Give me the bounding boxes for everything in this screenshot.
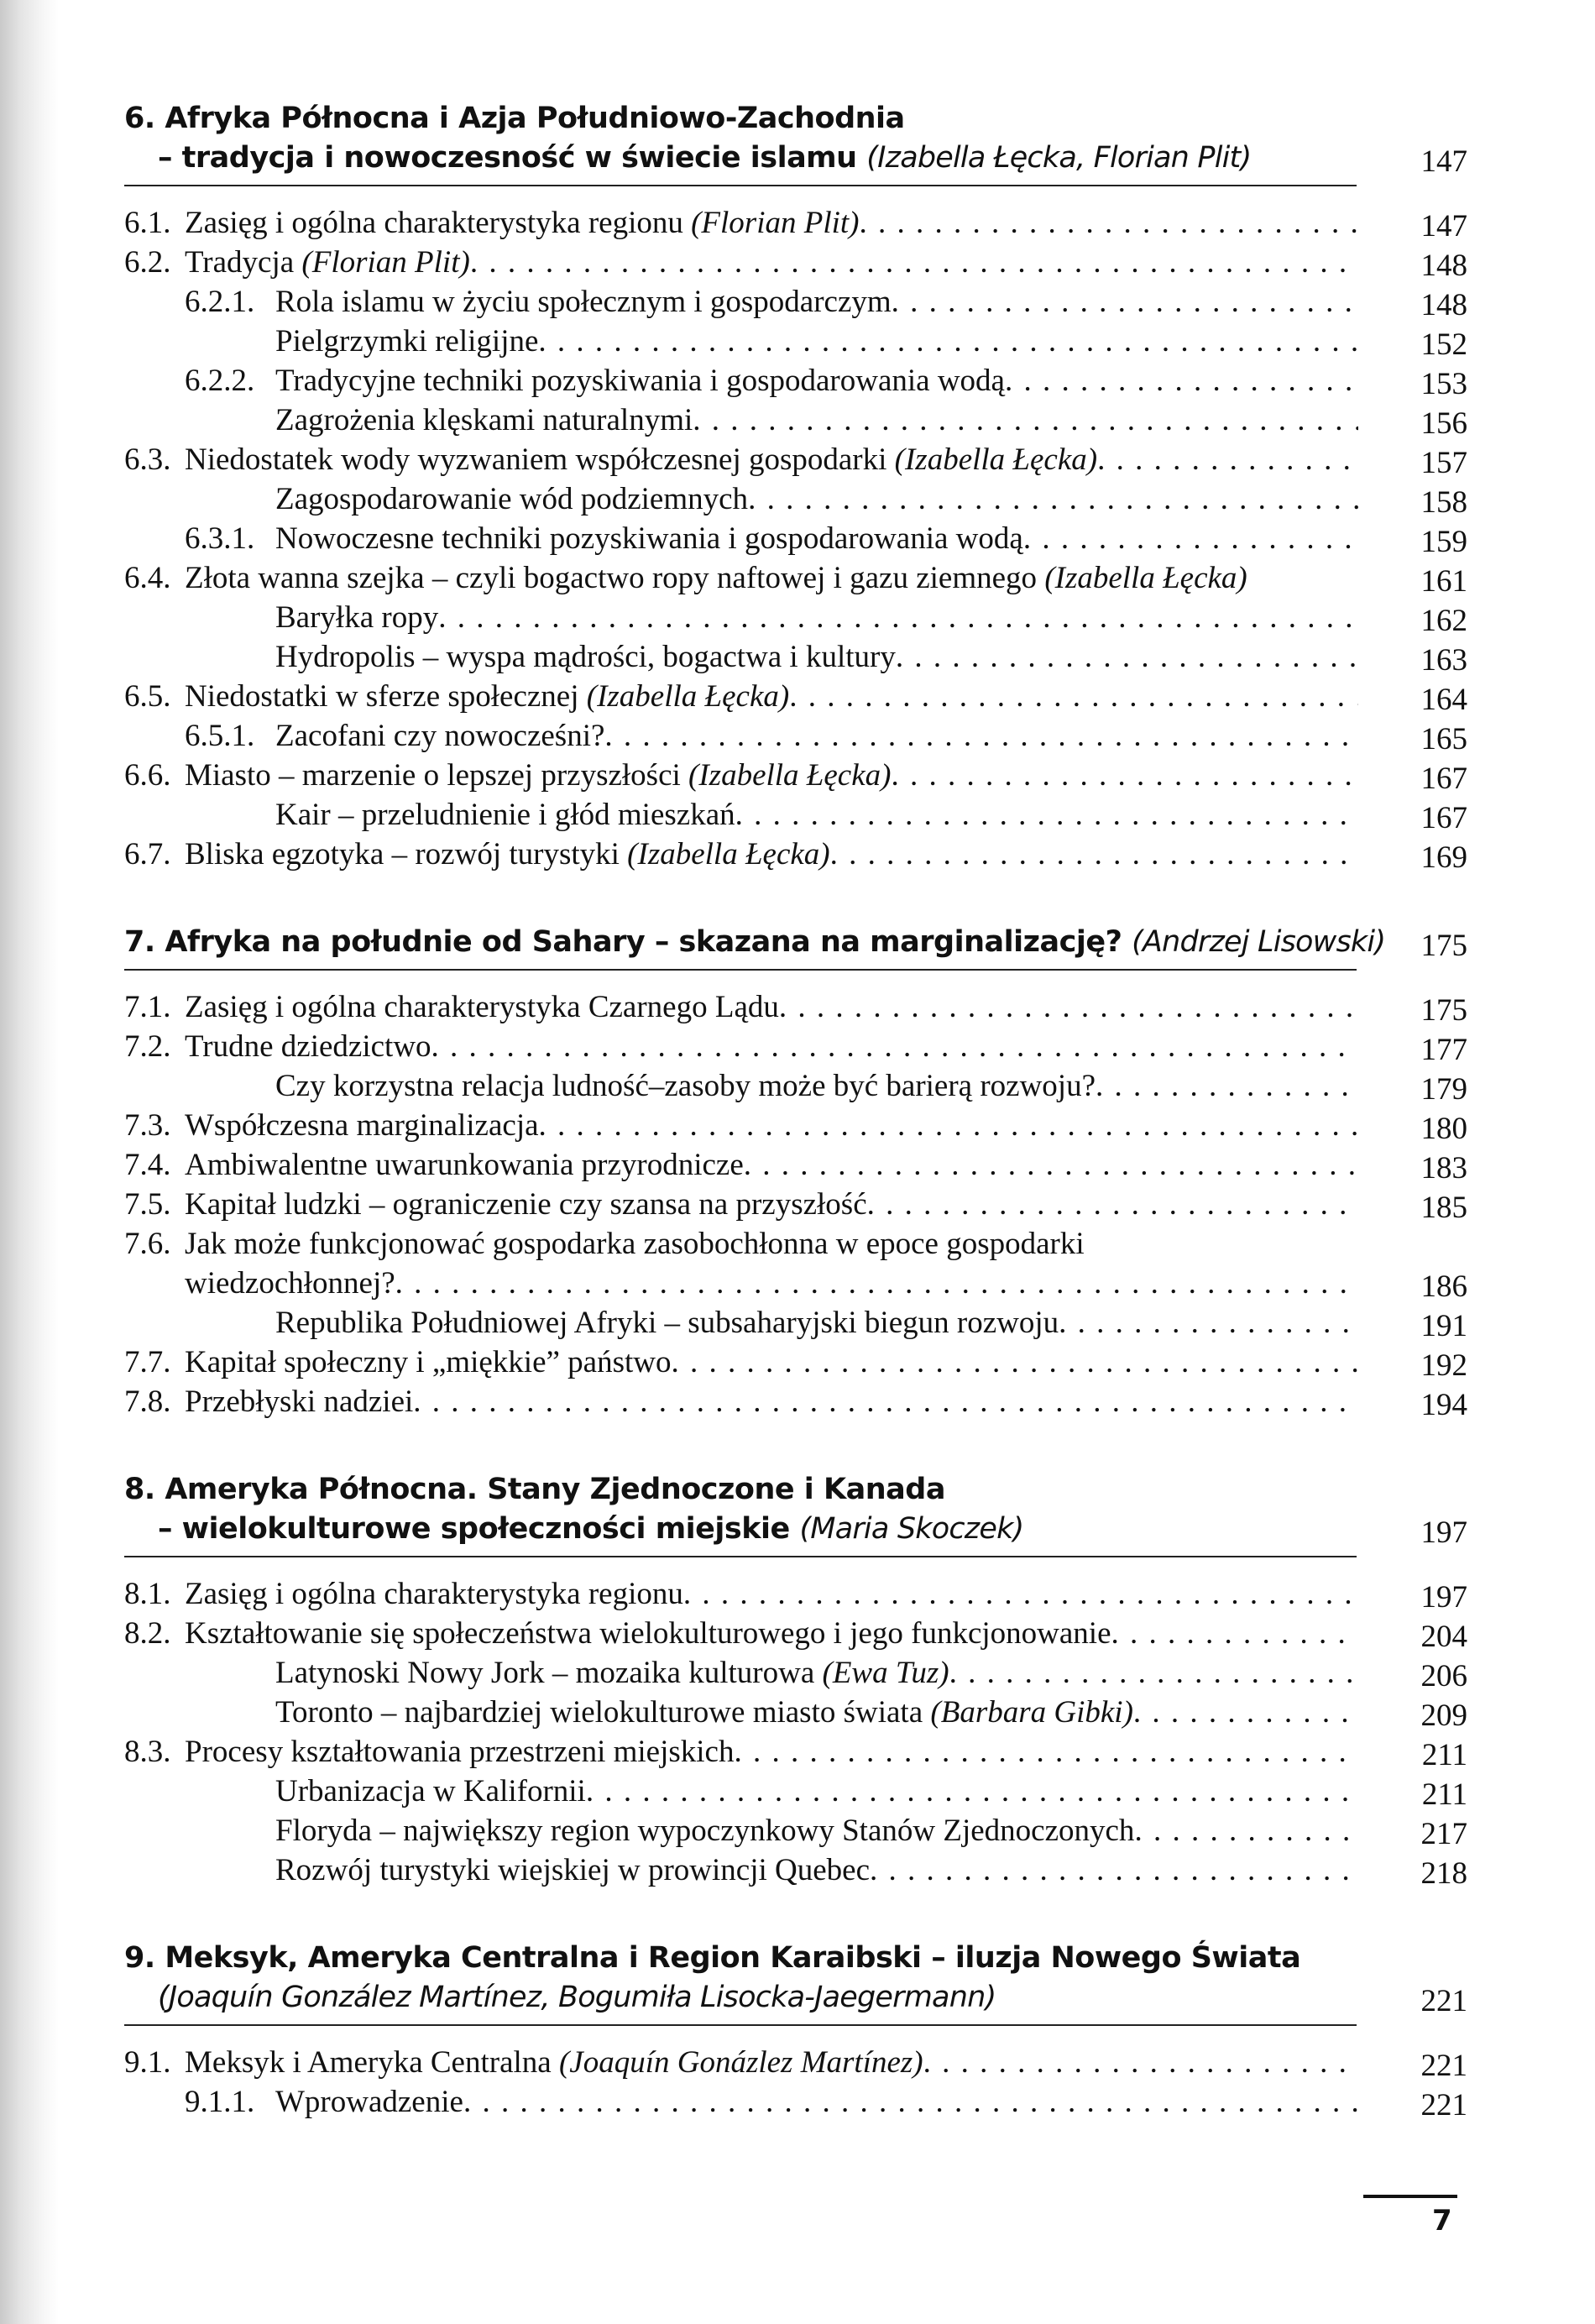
toc-section (124, 99, 1467, 874)
toc-entry (124, 243, 1467, 282)
entry-author: (Florian Plit) (691, 206, 860, 240)
section-authors: (Maria Skoczek) (799, 1512, 1024, 1546)
entry-title-continuation: wiedzochłonnej? (185, 1266, 395, 1301)
toc-entry (124, 835, 1467, 874)
entry-title: Ambiwalentne uwarunkowania przyrodnicze (185, 1148, 744, 1182)
toc-entry (124, 756, 1467, 795)
toc-entry (124, 1732, 1467, 1772)
toc-section (124, 1939, 1467, 2122)
toc-entry (124, 2082, 1467, 2122)
entry-number: 7.1. (124, 990, 171, 1024)
entry-title: Wprowadzenie (275, 2085, 463, 2119)
entry-page: 152 (1420, 327, 1467, 362)
toc-section (124, 1470, 1467, 1890)
entry-title: Miasto – marzenie o lepszej przyszłości (185, 758, 681, 793)
section-authors: (Joaquín González Martínez, Bogumiła Lisocka-Jaegermann) (158, 1981, 996, 2014)
entry-page: 221 (1420, 2088, 1467, 2122)
entry-number: 9.1. (124, 2045, 171, 2080)
section-authors: (Izabella Łęcka, Florian Plit) (866, 141, 1252, 175)
entry-number: 8.3. (124, 1735, 171, 1769)
entry-title: Bliska egzotyka – rozwój turystyki (185, 837, 620, 872)
section-heading (124, 99, 1467, 178)
entry-list (124, 987, 1467, 1421)
entry-number: 7.4. (124, 1148, 171, 1182)
entry-list (124, 2043, 1467, 2122)
entry-author: (Izabella Łęcka) (894, 442, 1098, 477)
entry-page: 153 (1420, 367, 1467, 401)
toc-entry (124, 479, 1467, 519)
entry-page: 192 (1420, 1348, 1467, 1383)
section-title-line: – tradycja i nowoczesność w świecie islamu (158, 141, 857, 175)
entry-title: Współczesna marginalizacja (185, 1108, 539, 1143)
section-page-number: 175 (1420, 929, 1467, 963)
entry-title: Kształtowanie się społeczeństwa wielokulturowego i jego funkcjonowanie (185, 1616, 1111, 1651)
entry-page: 156 (1420, 406, 1467, 441)
toc-entry (124, 795, 1467, 835)
toc-entry (124, 1653, 1467, 1693)
entry-author: (Izabella Łęcka) (627, 837, 830, 872)
toc-entry (124, 1343, 1467, 1382)
toc-entry (124, 637, 1467, 677)
section-title-line: 7. Afryka na południe od Sahary – skazana na marginalizację? (124, 925, 1122, 959)
entry-title: Zasięg i ogólna charakterystyka regionu (185, 206, 683, 240)
toc-entry-continuation (124, 1264, 1467, 1303)
section-page-number: 197 (1420, 1515, 1467, 1550)
entry-page: 167 (1420, 801, 1467, 835)
entry-number: 6.1. (124, 206, 171, 240)
entry-number: 7.8. (124, 1384, 171, 1419)
toc-entry (124, 1145, 1467, 1185)
entry-author: (Barbara Gibki) (930, 1695, 1133, 1730)
toc-entry (124, 1027, 1467, 1066)
entry-page: 209 (1420, 1699, 1467, 1733)
section-divider (124, 969, 1357, 971)
section-divider (124, 1556, 1357, 1557)
section-page-number: 221 (1420, 1984, 1467, 2018)
entry-title: Zagospodarowanie wód podziemnych (275, 482, 749, 516)
entry-page: 180 (1420, 1112, 1467, 1146)
entry-title: Meksyk i Ameryka Centralna (185, 2045, 552, 2080)
entry-title: Procesy kształtowania przestrzeni miejskich (185, 1735, 735, 1769)
entry-title: Hydropolis – wyspa mądrości, bogactwa i kultury (275, 640, 896, 674)
entry-page: 221 (1420, 2049, 1467, 2083)
footer-rule (1363, 2195, 1457, 2198)
entry-number: 7.6. (124, 1227, 171, 1261)
section-subtitle-row (124, 139, 1467, 178)
toc-entry (124, 322, 1467, 361)
entry-title: Zagrożenia klęskami naturalnymi (275, 403, 693, 437)
entry-author: (Florian Plit) (301, 245, 470, 280)
toc-entry (124, 558, 1467, 598)
entry-page: 169 (1420, 840, 1467, 875)
toc-entry (124, 1772, 1467, 1811)
entry-number: 9.1.1. (185, 2085, 255, 2119)
entry-number: 8.2. (124, 1616, 171, 1651)
entry-number: 6.7. (124, 837, 171, 872)
entry-author: (Ewa Tuz) (822, 1656, 949, 1690)
entry-page: 204 (1420, 1620, 1467, 1654)
entry-title: Zasięg i ogólna charakterystyka Czarnego Lądu (185, 990, 779, 1024)
toc-entry (124, 1811, 1467, 1850)
toc-entry (124, 1382, 1467, 1421)
entry-number: 7.7. (124, 1345, 171, 1379)
entry-title: Tradycja (185, 245, 295, 280)
entry-title: Baryłka ropy (275, 600, 439, 635)
entry-title: Nowoczesne techniki pozyskiwania i gospodarowania wodą (275, 521, 1023, 556)
entry-page: 162 (1420, 604, 1467, 638)
entry-number: 7.2. (124, 1029, 171, 1064)
entry-page: 211 (1421, 1738, 1467, 1772)
section-heading (124, 1470, 1467, 1549)
section-subtitle-row (124, 1978, 1467, 2018)
section-subtitle-row (124, 1510, 1467, 1549)
page-binding-shadow (0, 0, 59, 2324)
toc-entry (124, 519, 1467, 558)
entry-title: Niedostatki w sferze społecznej (185, 679, 579, 714)
toc-entry (124, 1066, 1467, 1106)
entry-list (124, 203, 1467, 874)
toc-entry (124, 1850, 1467, 1890)
entry-number: 6.6. (124, 758, 171, 793)
entry-number: 7.3. (124, 1108, 171, 1143)
toc-entry (124, 203, 1467, 243)
entry-title: Zacofani czy nowocześni? (275, 719, 605, 753)
toc-entry (124, 1106, 1467, 1145)
entry-page: 206 (1420, 1659, 1467, 1693)
entry-number: 6.2.1. (185, 285, 255, 319)
entry-title: Trudne dziedzictwo (185, 1029, 431, 1064)
entry-number: 6.3.1. (185, 521, 255, 556)
entry-number: 6.4. (124, 561, 171, 595)
entry-page: 197 (1420, 1580, 1467, 1615)
entry-page: 211 (1421, 1777, 1467, 1812)
entry-page: 175 (1420, 993, 1467, 1028)
toc-entry (124, 440, 1467, 479)
entry-page: 157 (1420, 446, 1467, 480)
entry-number: 6.5. (124, 679, 171, 714)
section-page-number: 147 (1420, 144, 1467, 179)
toc-entry (124, 598, 1467, 637)
entry-title: Zasięg i ogólna charakterystyka regionu (185, 1577, 683, 1611)
entry-title: Jak może funkcjonować gospodarka zasobochłonna w epoce gospodarki (185, 1227, 1085, 1261)
entry-title: Niedostatek wody wyzwaniem współczesnej gospodarki (185, 442, 887, 477)
section-heading (124, 1939, 1467, 2018)
entry-number: 6.3. (124, 442, 171, 477)
section-divider (124, 185, 1357, 186)
entry-title: Czy korzystna relacja ludność–zasoby może być barierą rozwoju? (275, 1069, 1096, 1103)
toc-entry (124, 716, 1467, 756)
entry-page: 217 (1420, 1817, 1467, 1851)
entry-number: 6.5.1. (185, 719, 255, 753)
toc-entry (124, 2043, 1467, 2082)
entry-page: 179 (1420, 1072, 1467, 1107)
entry-page: 185 (1420, 1191, 1467, 1225)
page-number: 7 (1432, 2204, 1452, 2238)
toc-entry (124, 361, 1467, 400)
entry-title: Pielgrzymki religijne (275, 324, 539, 359)
toc-entry (124, 1614, 1467, 1653)
section-divider (124, 2024, 1357, 2026)
section-authors: (Andrzej Lisowski) (1132, 925, 1386, 959)
section-title-line: – wielokulturowe społeczności miejskie (158, 1512, 790, 1546)
entry-page: 163 (1420, 643, 1467, 678)
entry-title: Republika Południowej Afryki – subsaharyjski biegun rozwoju (275, 1306, 1059, 1340)
entry-title: Latynoski Nowy Jork – mozaika kulturowa (275, 1656, 815, 1690)
toc-entry (124, 987, 1467, 1027)
section-title-line: 9. Meksyk, Ameryka Centralna i Region Karaibski – iluzja Nowego Świata (124, 1941, 1301, 1975)
toc-entry (124, 1224, 1467, 1264)
entry-page: 194 (1420, 1388, 1467, 1422)
entry-page: 147 (1420, 209, 1467, 243)
entry-page: 165 (1420, 722, 1467, 756)
entry-author: (Izabella Łęcka) (586, 679, 790, 714)
entry-author: (Izabella Łęcka) (688, 758, 892, 793)
entry-title: Kapitał społeczny i „miękkie” państwo (185, 1345, 672, 1379)
toc-entry (124, 1574, 1467, 1614)
section-heading (124, 923, 1467, 962)
entry-title: Urbanizacja w Kalifornii (275, 1774, 586, 1808)
entry-title: Tradycyjne techniki pozyskiwania i gospodarowania wodą (275, 364, 1005, 398)
entry-number: 6.2.2. (185, 364, 255, 398)
entry-title: Toronto – najbardziej wielokulturowe miasto świata (275, 1695, 923, 1730)
section-title-line: 8. Ameryka Północna. Stany Zjednoczone i Kanada (124, 1473, 945, 1506)
entry-author: (Izabella Łęcka) (1044, 561, 1247, 595)
table-of-contents (124, 99, 1467, 2170)
toc-entry (124, 1693, 1467, 1732)
entry-page: 177 (1420, 1033, 1467, 1067)
entry-title: Przebłyski nadziei (185, 1384, 414, 1419)
entry-page: 167 (1420, 762, 1467, 796)
entry-number: 7.5. (124, 1187, 171, 1222)
entry-title: Kair – przeludnienie i głód mieszkań (275, 798, 735, 832)
entry-title: Floryda – największy region wypoczynkowy Stanów Zjednoczonych (275, 1814, 1135, 1848)
entry-page: 158 (1420, 485, 1467, 520)
section-title-row (124, 923, 1467, 962)
toc-section (124, 923, 1467, 1421)
entry-page: 148 (1420, 249, 1467, 283)
entry-number: 8.1. (124, 1577, 171, 1611)
toc-entry (124, 400, 1467, 440)
toc-entry (124, 1185, 1467, 1224)
toc-entry (124, 282, 1467, 322)
entry-title: Złota wanna szejka – czyli bogactwo ropy naftowej i gazu ziemnego (185, 561, 1038, 595)
entry-page: 186 (1420, 1269, 1467, 1304)
entry-list (124, 1574, 1467, 1890)
toc-entry (124, 677, 1467, 716)
entry-number: 6.2. (124, 245, 171, 280)
entry-page: 164 (1420, 683, 1467, 717)
entry-page: 191 (1420, 1309, 1467, 1343)
entry-title: Kapitał ludzki – ograniczenie czy szansa na przyszłość (185, 1187, 867, 1222)
entry-page: 159 (1420, 525, 1467, 559)
section-title-line: 6. Afryka Północna i Azja Południowo-Zachodnia (124, 102, 905, 135)
entry-title: Rozwój turystyki wiejskiej w prowincji Quebec (275, 1853, 871, 1887)
entry-title: Rola islamu w życiu społecznym i gospodarczym (275, 285, 892, 319)
toc-entry (124, 1303, 1467, 1343)
entry-page: 183 (1420, 1151, 1467, 1186)
entry-page: 148 (1420, 288, 1467, 322)
entry-author: (Joaquín Gonázlez Martínez) (558, 2045, 923, 2080)
entry-page: 161 (1420, 564, 1467, 599)
entry-page: 218 (1420, 1856, 1467, 1891)
